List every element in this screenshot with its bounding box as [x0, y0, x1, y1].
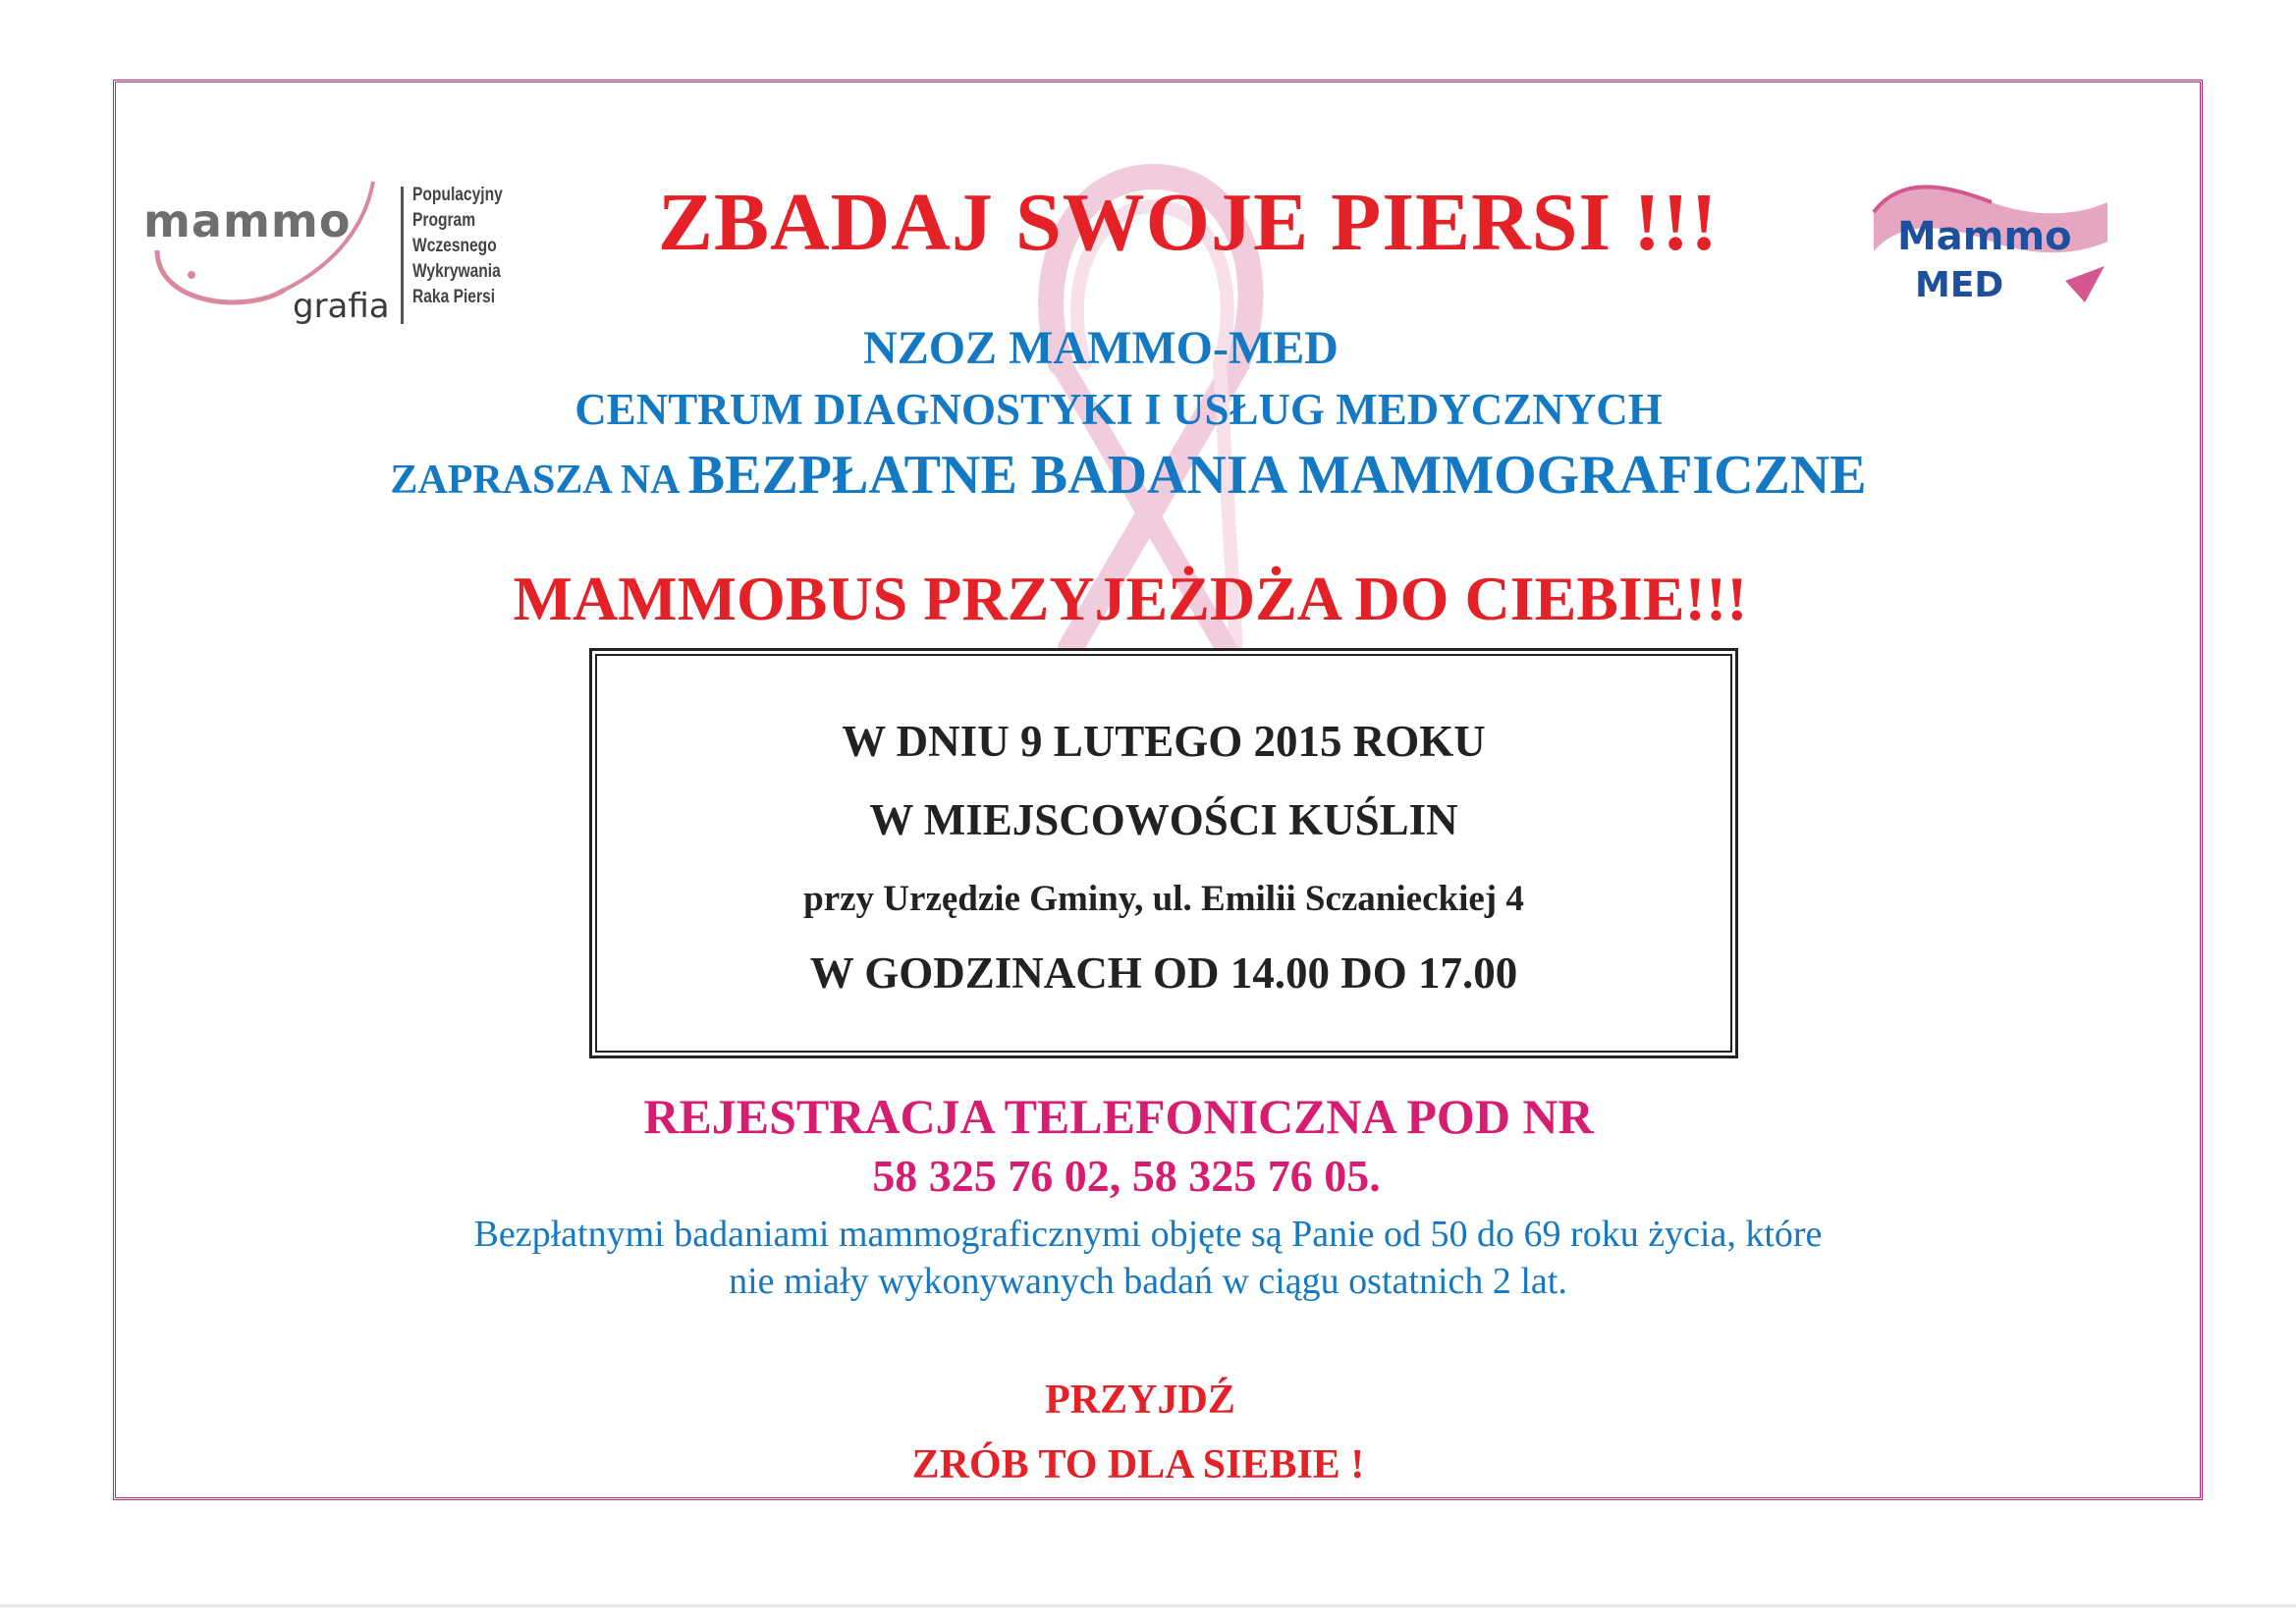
event-address: przy Urzędzie Gminy, ul. Emilii Sczanieckiej 4: [803, 879, 1524, 919]
mammobus-heading: MAMMOBUS PRZYJEŻDŻA DO CIEBIE!!!: [513, 564, 1748, 633]
program-line: Raka Piersi: [412, 287, 496, 307]
phone-numbers: 58 325 76 02, 58 325 76 05.: [872, 1151, 1381, 1201]
call-to-action-do-it: ZRÓB TO DLA SIEBIE !: [911, 1442, 1365, 1488]
program-line: Wczesnego: [412, 236, 497, 256]
mammomed-logo: [1864, 173, 2119, 320]
program-line: Populacyjny: [412, 185, 503, 205]
invitation-main: BEZPŁATNE BADANIA MAMMOGRAFICZNE: [687, 445, 1867, 506]
program-name: [412, 183, 503, 310]
program-line: Wykrywania: [412, 261, 501, 282]
logo-word-mammo-right: Mammo: [1897, 214, 2072, 259]
event-hours: W GODZINACH OD 14.00 DO 17.00: [809, 948, 1518, 998]
event-date: W DNIU 9 LUTEGO 2015 ROKU: [842, 717, 1486, 766]
registration-label: REJESTRACJA TELEFONICZNA POD NR: [643, 1089, 1594, 1144]
organization-name: NZOZ MAMMO-MED: [863, 322, 1339, 374]
call-to-action-come: PRZYJDŹ: [1045, 1378, 1235, 1423]
event-place: W MIEJSCOWOŚCI KUŚLIN: [869, 795, 1458, 844]
mammografia-logo: [137, 177, 550, 334]
page-edge-shadow: [0, 1604, 2296, 1607]
program-line: Program: [412, 210, 476, 231]
invitation-line: [0, 444, 2276, 507]
eligibility-line: nie miały wykonywanych badań w ciągu ostatnich 2 lat.: [729, 1261, 1567, 1302]
eligibility-line: Bezpłatnymi badaniami mammograficznymi objęte są Panie od 50 do 69 roku życia, które: [473, 1214, 1823, 1255]
logo-divider: [401, 187, 404, 324]
logo-word-grafia: grafia: [293, 287, 390, 326]
details-box: [589, 648, 1738, 1058]
eligibility-note: [0, 1211, 2296, 1305]
logo-word-mammo: mammo: [143, 194, 352, 247]
logo-word-med: MED: [1915, 265, 2004, 305]
centre-name: CENTRUM DIAGNOSTYKI I USŁUG MEDYCZNYCH: [574, 385, 1663, 434]
headline: ZBADAJ SWOJE PIERSI !!!: [657, 177, 1720, 268]
invitation-prefix: ZAPRASZA NA: [390, 458, 688, 503]
